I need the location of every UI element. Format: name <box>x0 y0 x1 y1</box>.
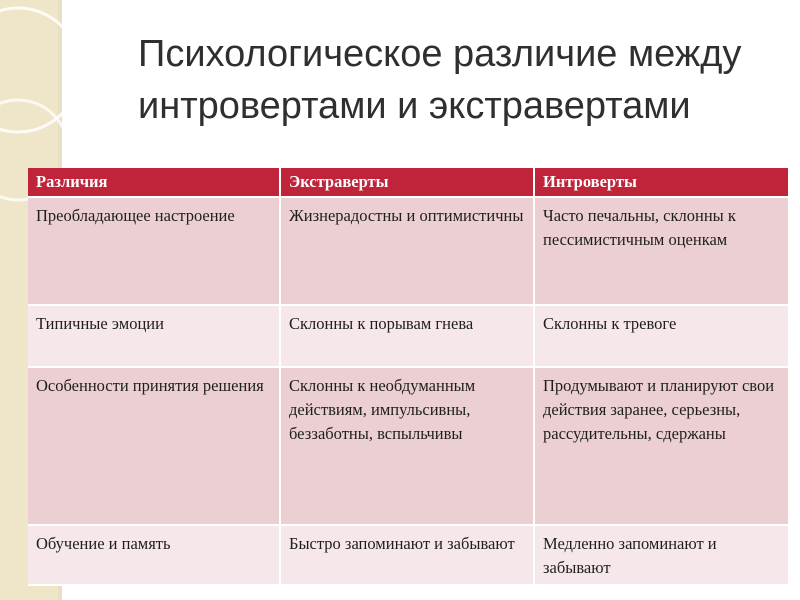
table-row <box>28 197 788 305</box>
table-row <box>28 305 788 367</box>
row-label: Особенности принятия решения <box>28 367 280 525</box>
row-label: Обучение и память <box>28 525 280 585</box>
slide-title: Психологическое различие между интровертами и экстравертами <box>138 33 742 127</box>
row-label: Типичные эмоции <box>28 305 280 367</box>
introvert-cell: Продумывают и планируют свои действия заранее, серьезны, рассудительны, сдержаны <box>534 367 788 525</box>
extravert-cell: Жизнерадостны и оптимистичны <box>280 197 534 305</box>
extravert-cell: Склонны к порывам гнева <box>280 305 534 367</box>
table-row <box>28 367 788 525</box>
header-extraverts: Экстраверты <box>280 168 534 197</box>
introvert-cell: Медленно запоминают и забывают <box>534 525 788 585</box>
row-label: Преобладающее настроение <box>28 197 280 305</box>
introvert-cell: Часто печальны, склонны к пессимистичным оценкам <box>534 197 788 305</box>
extravert-cell: Быстро запоминают и забывают <box>280 525 534 585</box>
header-differences: Различия <box>28 168 280 197</box>
comparison-table <box>28 168 788 586</box>
table-header-row <box>28 168 788 197</box>
table-row <box>28 525 788 585</box>
introvert-cell: Склонны к тревоге <box>534 305 788 367</box>
extravert-cell: Склонны к необдуманным действиям, импульсивны, беззаботны, вспыльчивы <box>280 367 534 525</box>
header-introverts: Интроверты <box>534 168 788 197</box>
